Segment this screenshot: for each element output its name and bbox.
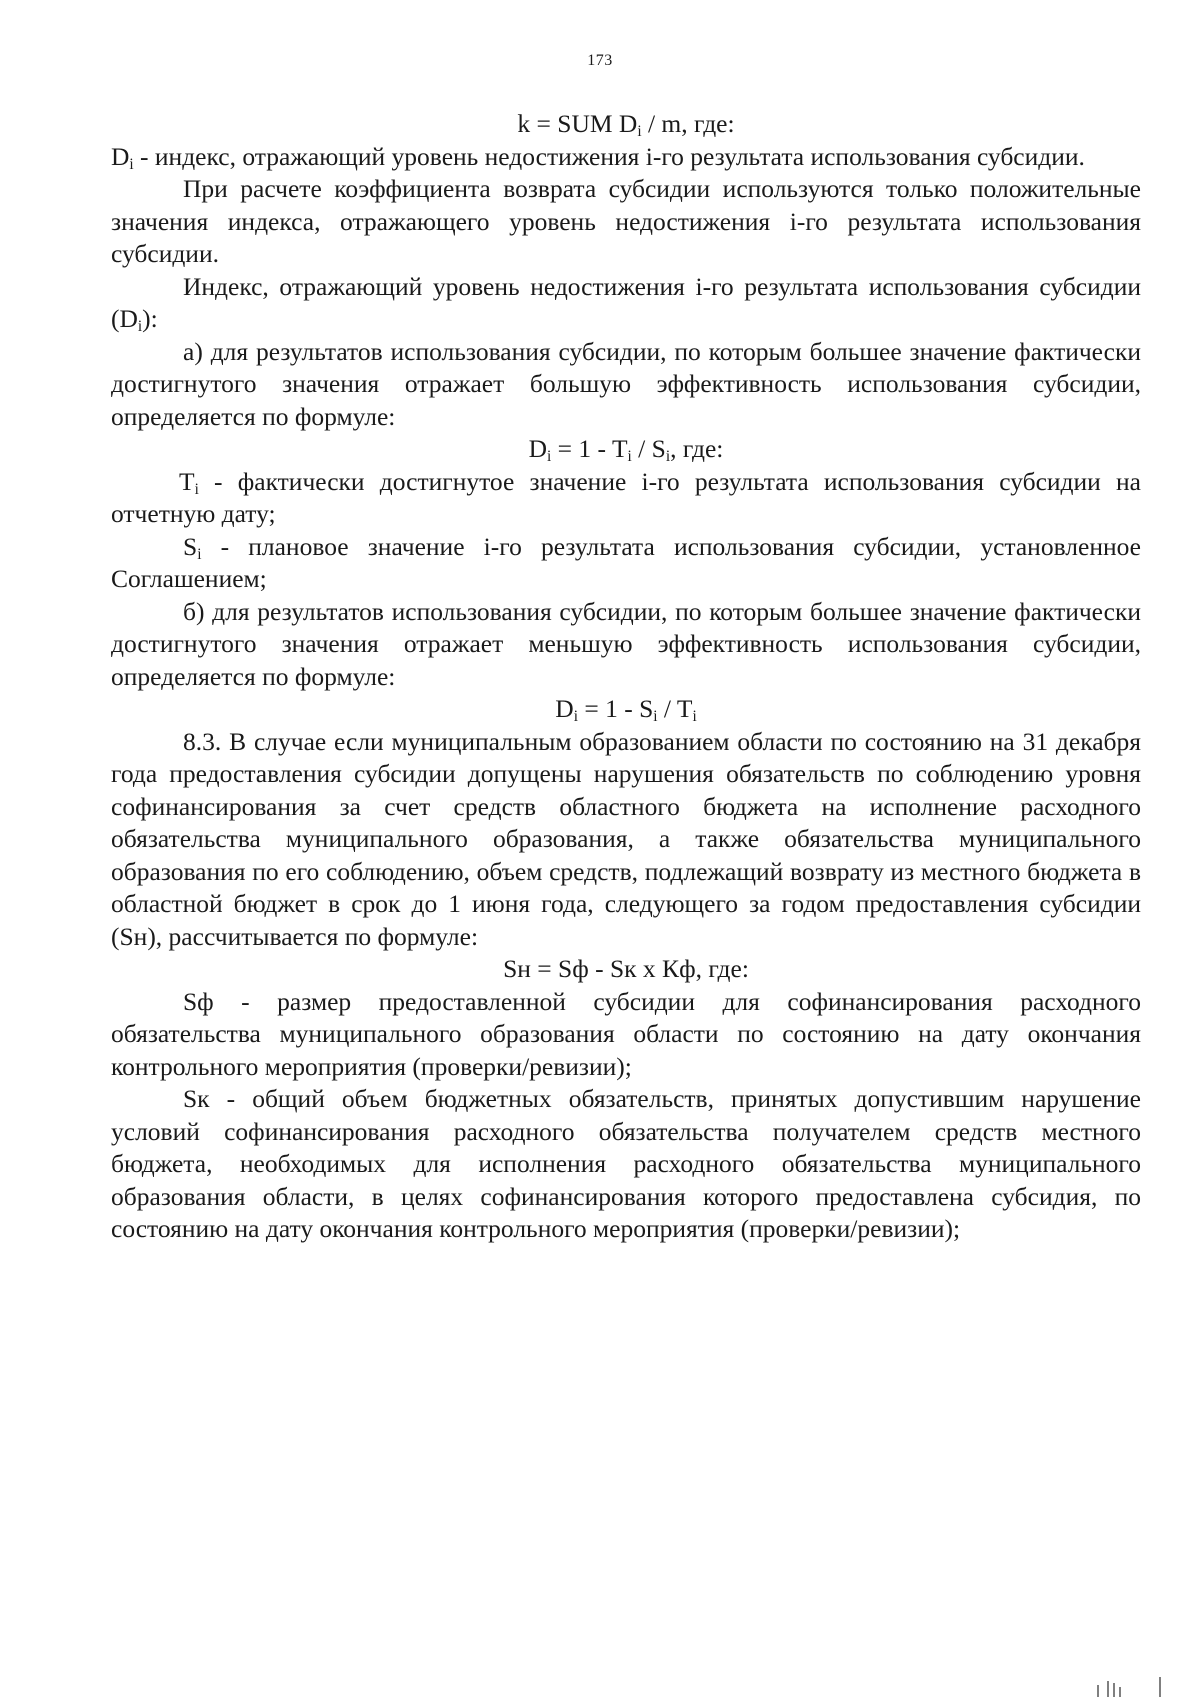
formula-case-b: $D_i = 1 - S_i / T_i$ (555, 694, 697, 725)
definition-di: $D_i$ - индекс, отражающий уровень недостижения i-го результата использования субсидии. (111, 141, 1085, 173)
definition-si: $S_i$ - плановое значение i-го результата использования субсидии, установленное Соглашением; (111, 531, 1141, 593)
formula-case-a: $D_i = 1 - T_i / S_i$, где: (528, 434, 724, 465)
formula-sn: Sн = Sф - Sк x Кф, где: (503, 954, 749, 983)
definition-sk: Sк - общий объем бюджетных обязательств, принятых допустившим нарушение условий софинансирования расходного обязательства получателем средств местного бюджета, необходимых для исполнения расходного обязательства муниципального образования области, в целях софинансирования которого предоставлена субсидия, по состоянию на дату окончания контрольного мероприятия (проверки/ревизии); (111, 1084, 1141, 1243)
paragraph-case-a: а) для результатов использования субсидии, по которым большее значение фактически достигнутого значения отражает большую эффективность использования субсидии, определяется по формуле: (111, 336, 1141, 431)
paragraph-positive-values: При расчете коэффициента возврата субсидии используются только положительные значения индекса, отражающего уровень недостижения i-го результата использования субсидии. (111, 174, 1141, 268)
paragraph-8-3: 8.3. В случае если муниципальным образованием области по состоянию на 31 декабря года предоставления субсидии допущены нарушения обязательств по соблюдению уровня софинансирования за счет средств областного бюджета на исполнение расходного обязательства муниципального образования, а также обязательства муниципального образования по его соблюдению, объем средств, подлежащий возврату из местного бюджета в областной бюджет в срок до 1 июня года, следующего за годом предоставления субсидии (Sн), рассчитывается по формуле: (111, 726, 1141, 951)
definition-ti: $T_i$ - фактически достигнутое значение i-го результата использования субсидии на отчетную дату; (111, 466, 1141, 528)
definition-sf: Sф - размер предоставленной субсидии для софинансирования расходного обязательства муниципального образования области по состоянию на дату окончания контрольного мероприятия (проверки/ревизии); (111, 986, 1141, 1081)
formula-k: k = SUM $D_i$ / m, где: (517, 109, 735, 140)
document-body (111, 108, 1141, 1246)
scan-edge-marks (1056, 1671, 1176, 1697)
paragraph-index-intro: Индекс, отражающий уровень недостижения i-го результата использования субсидии $(D_i)$: (111, 271, 1141, 335)
page-number: 173 (587, 52, 613, 69)
paragraph-case-b: б) для результатов использования субсидии, по которым большее значение фактически достигнутого значения отражает меньшую эффективность использования субсидии, определяется по формуле: (111, 596, 1141, 691)
